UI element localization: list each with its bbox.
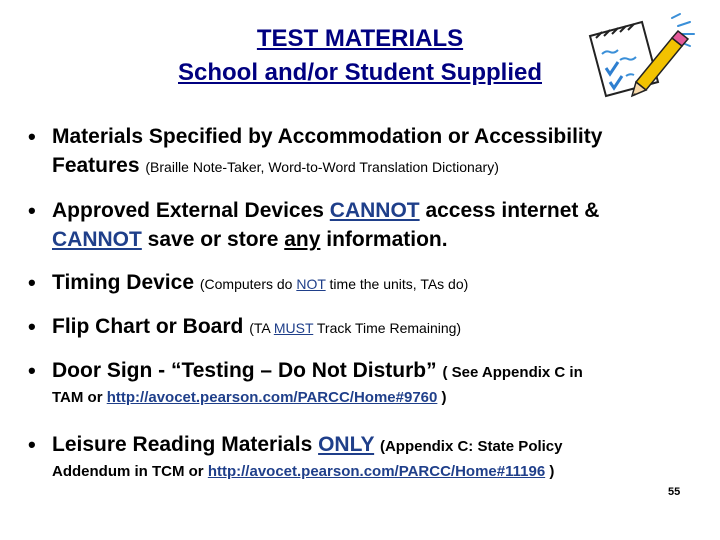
title-line-1: TEST MATERIALS xyxy=(256,25,464,52)
emphasis-cannot: CANNOT xyxy=(329,199,420,222)
item-text: Materials Specified by Accommodation or Accessibility xyxy=(52,125,603,148)
emphasis-any: any xyxy=(284,228,321,251)
item-text: Timing Device xyxy=(52,271,194,294)
item-note: (Computers do NOT time the units, TAs do) xyxy=(199,276,469,292)
list-item xyxy=(28,430,698,483)
item-text: Flip Chart or Board xyxy=(52,315,244,338)
bullet-marker: • xyxy=(28,314,36,339)
list-item xyxy=(28,196,698,254)
emphasis-cannot: CANNOT xyxy=(52,228,142,251)
avocet-link-11196[interactable]: http://avocet.pearson.com/PARCC/Home#11196 xyxy=(207,463,546,480)
item-text: TAM or xyxy=(52,389,107,406)
emphasis-only: ONLY xyxy=(318,433,375,456)
item-note: (TA MUST Track Time Remaining) xyxy=(249,320,462,336)
item-note: ( See Appendix C in xyxy=(442,364,583,381)
bullet-marker: • xyxy=(28,198,36,223)
list-item xyxy=(28,312,698,343)
bullet-marker: • xyxy=(28,124,36,149)
list-item xyxy=(28,122,698,182)
item-text: information. xyxy=(320,228,448,251)
title-line-2: School and/or Student Supplied xyxy=(178,59,542,86)
item-text: access internet & xyxy=(419,199,600,222)
item-text: Leisure Reading Materials xyxy=(52,433,319,456)
item-text: Features xyxy=(52,154,140,177)
bullet-marker: • xyxy=(28,358,36,383)
item-text: ) xyxy=(437,389,447,406)
list-item xyxy=(28,356,698,409)
avocet-link-9760[interactable]: http://avocet.pearson.com/PARCC/Home#9760 xyxy=(106,389,438,406)
checklist-pencil-icon xyxy=(580,12,698,102)
item-text: ) xyxy=(545,463,555,480)
item-text: Approved External Devices xyxy=(52,199,330,222)
item-note: (Appendix C: State Policy xyxy=(379,438,563,455)
item-text: Addendum in TCM or xyxy=(52,463,208,480)
bullet-marker: • xyxy=(28,270,36,295)
item-note: (Braille Note-Taker, Word-to-Word Translation Dictionary) xyxy=(145,159,499,175)
item-text: save or store xyxy=(141,228,285,251)
page-number: 55 xyxy=(668,486,681,498)
bullet-marker: • xyxy=(28,432,36,457)
list-item xyxy=(28,268,698,299)
item-text: Door Sign - “Testing – Do Not Disturb” xyxy=(52,359,437,382)
